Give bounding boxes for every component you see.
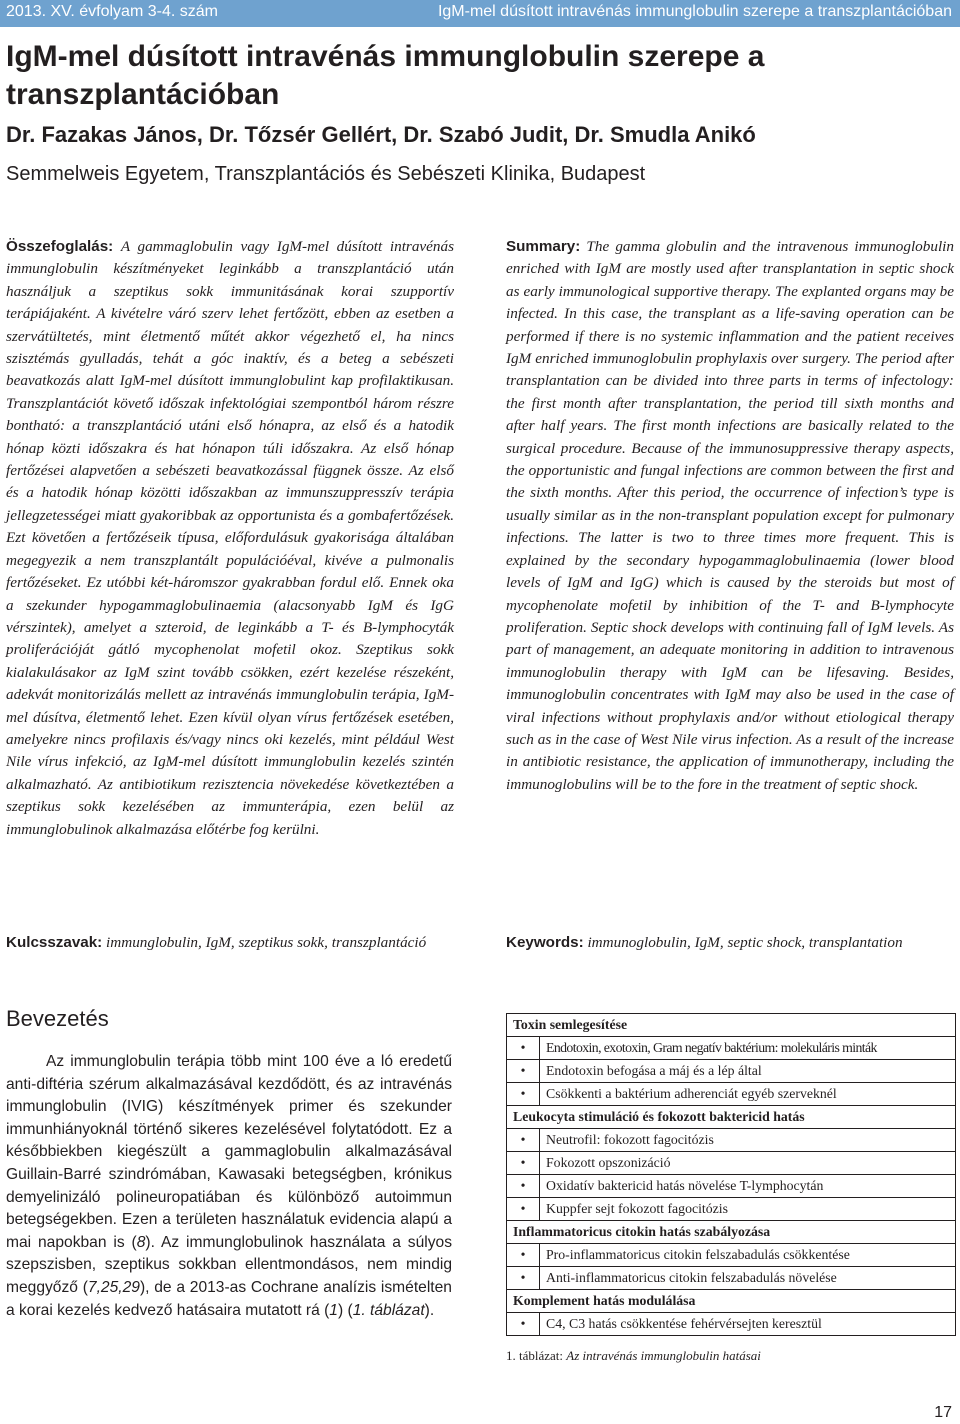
keywords-hungarian (6, 932, 454, 954)
table-item: Csökkenti a baktérium adherenciát egyéb szerveknél (540, 1083, 956, 1106)
table-section-header: Inflammatoricus citokin hatás szabályozása (507, 1221, 956, 1244)
article-title: IgM-mel dúsított intravénás immunglobulin szerepe a transzplantációban (6, 40, 765, 111)
intro-paragraph (6, 1051, 452, 1322)
table-caption-label: 1. táblázat: (506, 1348, 564, 1363)
page-number: 17 (934, 1404, 952, 1421)
table-section-header-row (507, 1221, 956, 1244)
keywords-en-text: immunoglobulin, IgM, septic shock, transplantation (587, 934, 903, 951)
table-row (507, 1313, 956, 1336)
table-row (507, 1060, 956, 1083)
intro-text-2: ). Az immunglobulinok használata a súlyos szepszisben, szeptikus sokkban ellentmondásos, nem mindig meggyőző ( (6, 1233, 452, 1296)
table-item: Kuppfer sejt fokozott fagocitózis (540, 1198, 956, 1221)
bullet-icon: • (507, 1152, 540, 1175)
citation-ref: 1 (329, 1301, 338, 1319)
table-row (507, 1198, 956, 1221)
affiliation: Semmelweis Egyetem, Transzplantációs és Sebészeti Klinika, Budapest (6, 163, 646, 185)
table-item: Anti-inflammatoricus citokin felszabadulás növelése (540, 1267, 956, 1290)
table-row (507, 1129, 956, 1152)
bullet-icon: • (507, 1267, 540, 1290)
intro-text-5: ). (424, 1301, 435, 1319)
bullet-icon: • (507, 1060, 540, 1083)
table-item: Pro-inflammatoricus citokin felszabadulás csökkentése (540, 1244, 956, 1267)
table-item: Endotoxin befogása a máj és a lép által (540, 1060, 956, 1083)
table-section-header: Komplement hatás modulálása (507, 1290, 956, 1313)
table-section-header-row (507, 1106, 956, 1129)
abstract-hu-label: Összefoglalás: (6, 238, 114, 255)
bullet-icon: • (507, 1313, 540, 1336)
abstract-hungarian (6, 236, 454, 841)
abstract-hu-text: A gammaglobulin vagy IgM-mel dúsított intravénás immunglobulin készítményeket leginkább a transzplantáció után használjuk a szeptikus sokk immunitásának korai szupportív terápiájaként. A kivételre váró szerv lehet fertőzött, ebben az esetben a szervátültetés, mint életmentő műtét akkor végezhető el, ha nincs szisztémás gyulladás, tehát a góc inaktív, és a beteg a sebészeti beavatkozás alatt IgM-mel dúsított immunglobulint kap profilaktikusan. Transzplantációt követő időszak infektológiai szempontból három részre bontható: a transzplantáció utáni első hónapra, az első és a hatodik hónap közti időszakra és hat hónapon túli időszakra. Az első hónap fertőzései alapvetően a sebészeti beavatkozással függnek össze. Az első és a hatodik hónap közötti időszakban az immunszuppresszív terápia jellegzetességei miatt gyakoribbak az opportunista és a gombafertőzések. Ezt követően a fertőzéseik típusa, előfordulásuk gyakorisága általában megegyezik a nem transzplantált populációéval, kivéve a pulmonalis fertőzéseket. Ez utóbbi két-háromszor gyakrabban fordul elő. Ennek oka a szekunder hypogammaglobulinaemia (alacsonyabb IgM és IgG vérszintek), amelyet a szteroid, de leginkább a T- és B-lymphocyták proliferációját gátló mycophenolat mofetil okoz. Szeptikus sokk kialakulásakor az IgM szint tovább csökken, ezért kezelése részeként, adekvát monitorizálás mellett az intravénás immunglobulin terápia, IgM-mel dúsítva, életmentő lehet. Ezen kívül olyan vírus fertőzések esetében, amelyekre nincs profilaxis és/vagy nincs oki kezelés, mint például West Nile vírus infekció, az IgM-mel dúsított immunglobulin kezelés szintén alkalmazható. Az antibiotikum rezisztencia növekedése következtében a szeptikus sokk kezelésében az immunterápia, ezen belül az immunglobulinok alkalmazása előtérbe fog kerülni. (6, 238, 454, 838)
table-row (507, 1083, 956, 1106)
running-header (0, 0, 960, 27)
keywords-hu-label: Kulcsszavak: (6, 934, 103, 951)
citation-ref: 7,25,29 (87, 1278, 140, 1296)
author-list: Dr. Fazakas János, Dr. Tőzsér Gellért, Dr. Szabó Judit, Dr. Smudla Anikó (6, 122, 756, 147)
table-row (507, 1037, 956, 1060)
table-ref: 1. táblázat (352, 1301, 425, 1319)
ivig-effects-table (506, 1013, 956, 1336)
table-item: C4, C3 hatás csökkentése fehérvérsejten keresztül (540, 1313, 956, 1336)
bullet-icon: • (507, 1037, 540, 1060)
table-caption-text: Az intravénás immunglobulin hatásai (566, 1348, 761, 1363)
issue-info: 2013. XV. évfolyam 3-4. szám (6, 3, 218, 20)
intro-text-4: ) ( (337, 1301, 353, 1319)
section-heading-intro: Bevezetés (6, 1006, 109, 1031)
running-title: IgM-mel dúsított intravénás immunglobulin szerepe a transzplantációban (437, 3, 952, 20)
table-row (507, 1267, 956, 1290)
keywords-hu-text: immunglobulin, IgM, szeptikus sokk, transzplantáció (106, 934, 427, 951)
keywords-en-label: Keywords: (506, 934, 584, 951)
table-item: Endotoxin, exotoxin, Gram negatív baktérium: molekuláris minták (540, 1037, 956, 1060)
table-row (507, 1244, 956, 1267)
table-row (507, 1175, 956, 1198)
table-section-header: Toxin semlegesítése (507, 1014, 956, 1037)
table-caption (506, 1348, 761, 1364)
table-section-header-row (507, 1014, 956, 1037)
abstract-en-label: Summary: (506, 238, 581, 255)
table-row (507, 1152, 956, 1175)
intro-body (6, 1051, 452, 1322)
table-item: Fokozott opszonizáció (540, 1152, 956, 1175)
bullet-icon: • (507, 1083, 540, 1106)
abstract-english (506, 236, 954, 796)
table-item: Oxidatív baktericid hatás növelése T-lymphocytán (540, 1175, 956, 1198)
table-section-header: Leukocyta stimuláció és fokozott baktericid hatás (507, 1106, 956, 1129)
table-item: Neutrofil: fokozott fagocitózis (540, 1129, 956, 1152)
bullet-icon: • (507, 1244, 540, 1267)
table-section-header-row (507, 1290, 956, 1313)
bullet-icon: • (507, 1129, 540, 1152)
intro-text-3: ), de a 2013-as Cochrane analízis ismételten a korai kezelés kedvező hatásaira mutatott rá ( (6, 1278, 452, 1319)
abstract-en-text: The gamma globulin and the intravenous immunoglobulin enriched with IgM are mostly used after transplantation in septic shock as early immunological supportive therapy. The explanted organs may be infected. In this case, the transplant as a life-saving operation can be performed if there is no systemic inflammation and the patient receives IgM enriched immunoglobulin prophylaxis over surgery. The period after transplantation can be divided into three parts in terms of infectology: the first month after transplantation, the period till sixth months and after half years. The first month infections are basically related to the surgical procedure. Because of the immunosuppressive therapy aspects, the opportunistic and fungal infections are common between the first and the sixth months. After this period, the occurrence of infection’s type is usually similar as in the non-transplant population except for pulmonary infections. The latter is two to three times more frequent. This is explained by the secondary hypogammaglobulinaemia (lower blood levels of IgM and IgG) which is caused by the steroids but most of mycophenolate mofetil by inhibition of the T- and B-lymphocyte proliferation. Septic shock develops with continuing fall of IgM levels. As part of management, an adequate monitoring in addition to intravenous immunoglobulin therapy with IgM can be lifesaving. Besides, immunoglobulin concentrates with IgM may also be used in the case of viral infections without prophylaxis and/or without etiological therapy such as in the case of West Nile virus infection. As a result of the increase in antibiotic resistance, the application of immunotherapy, including the immunoglobulins will be to the fore in the treatment of septic shock. (506, 238, 954, 793)
keywords-english (506, 932, 954, 954)
intro-text-1: Az immunglobulin terápia több mint 100 éve a ló eredetű anti-diftéria szérum alkalmazásával kezdődött, és az intravénás immunglobulin (IVIG) készítmények primer és szekunder immunhiányoknál történő sikeres kezelésével folytatódott. Ez a későbbiekben kiegészült a gammaglobulin alkalmazásával Guillain-Barré szindrómában, Kawasaki betegségben, krónikus demyelinizáló polineuropatiában és különböző autoimmun betegségekben. Ezen a területen használatuk evidencia alapú a mai napokban is ( (6, 1053, 452, 1251)
citation-ref: 8 (136, 1233, 146, 1251)
bullet-icon: • (507, 1175, 540, 1198)
bullet-icon: • (507, 1198, 540, 1221)
